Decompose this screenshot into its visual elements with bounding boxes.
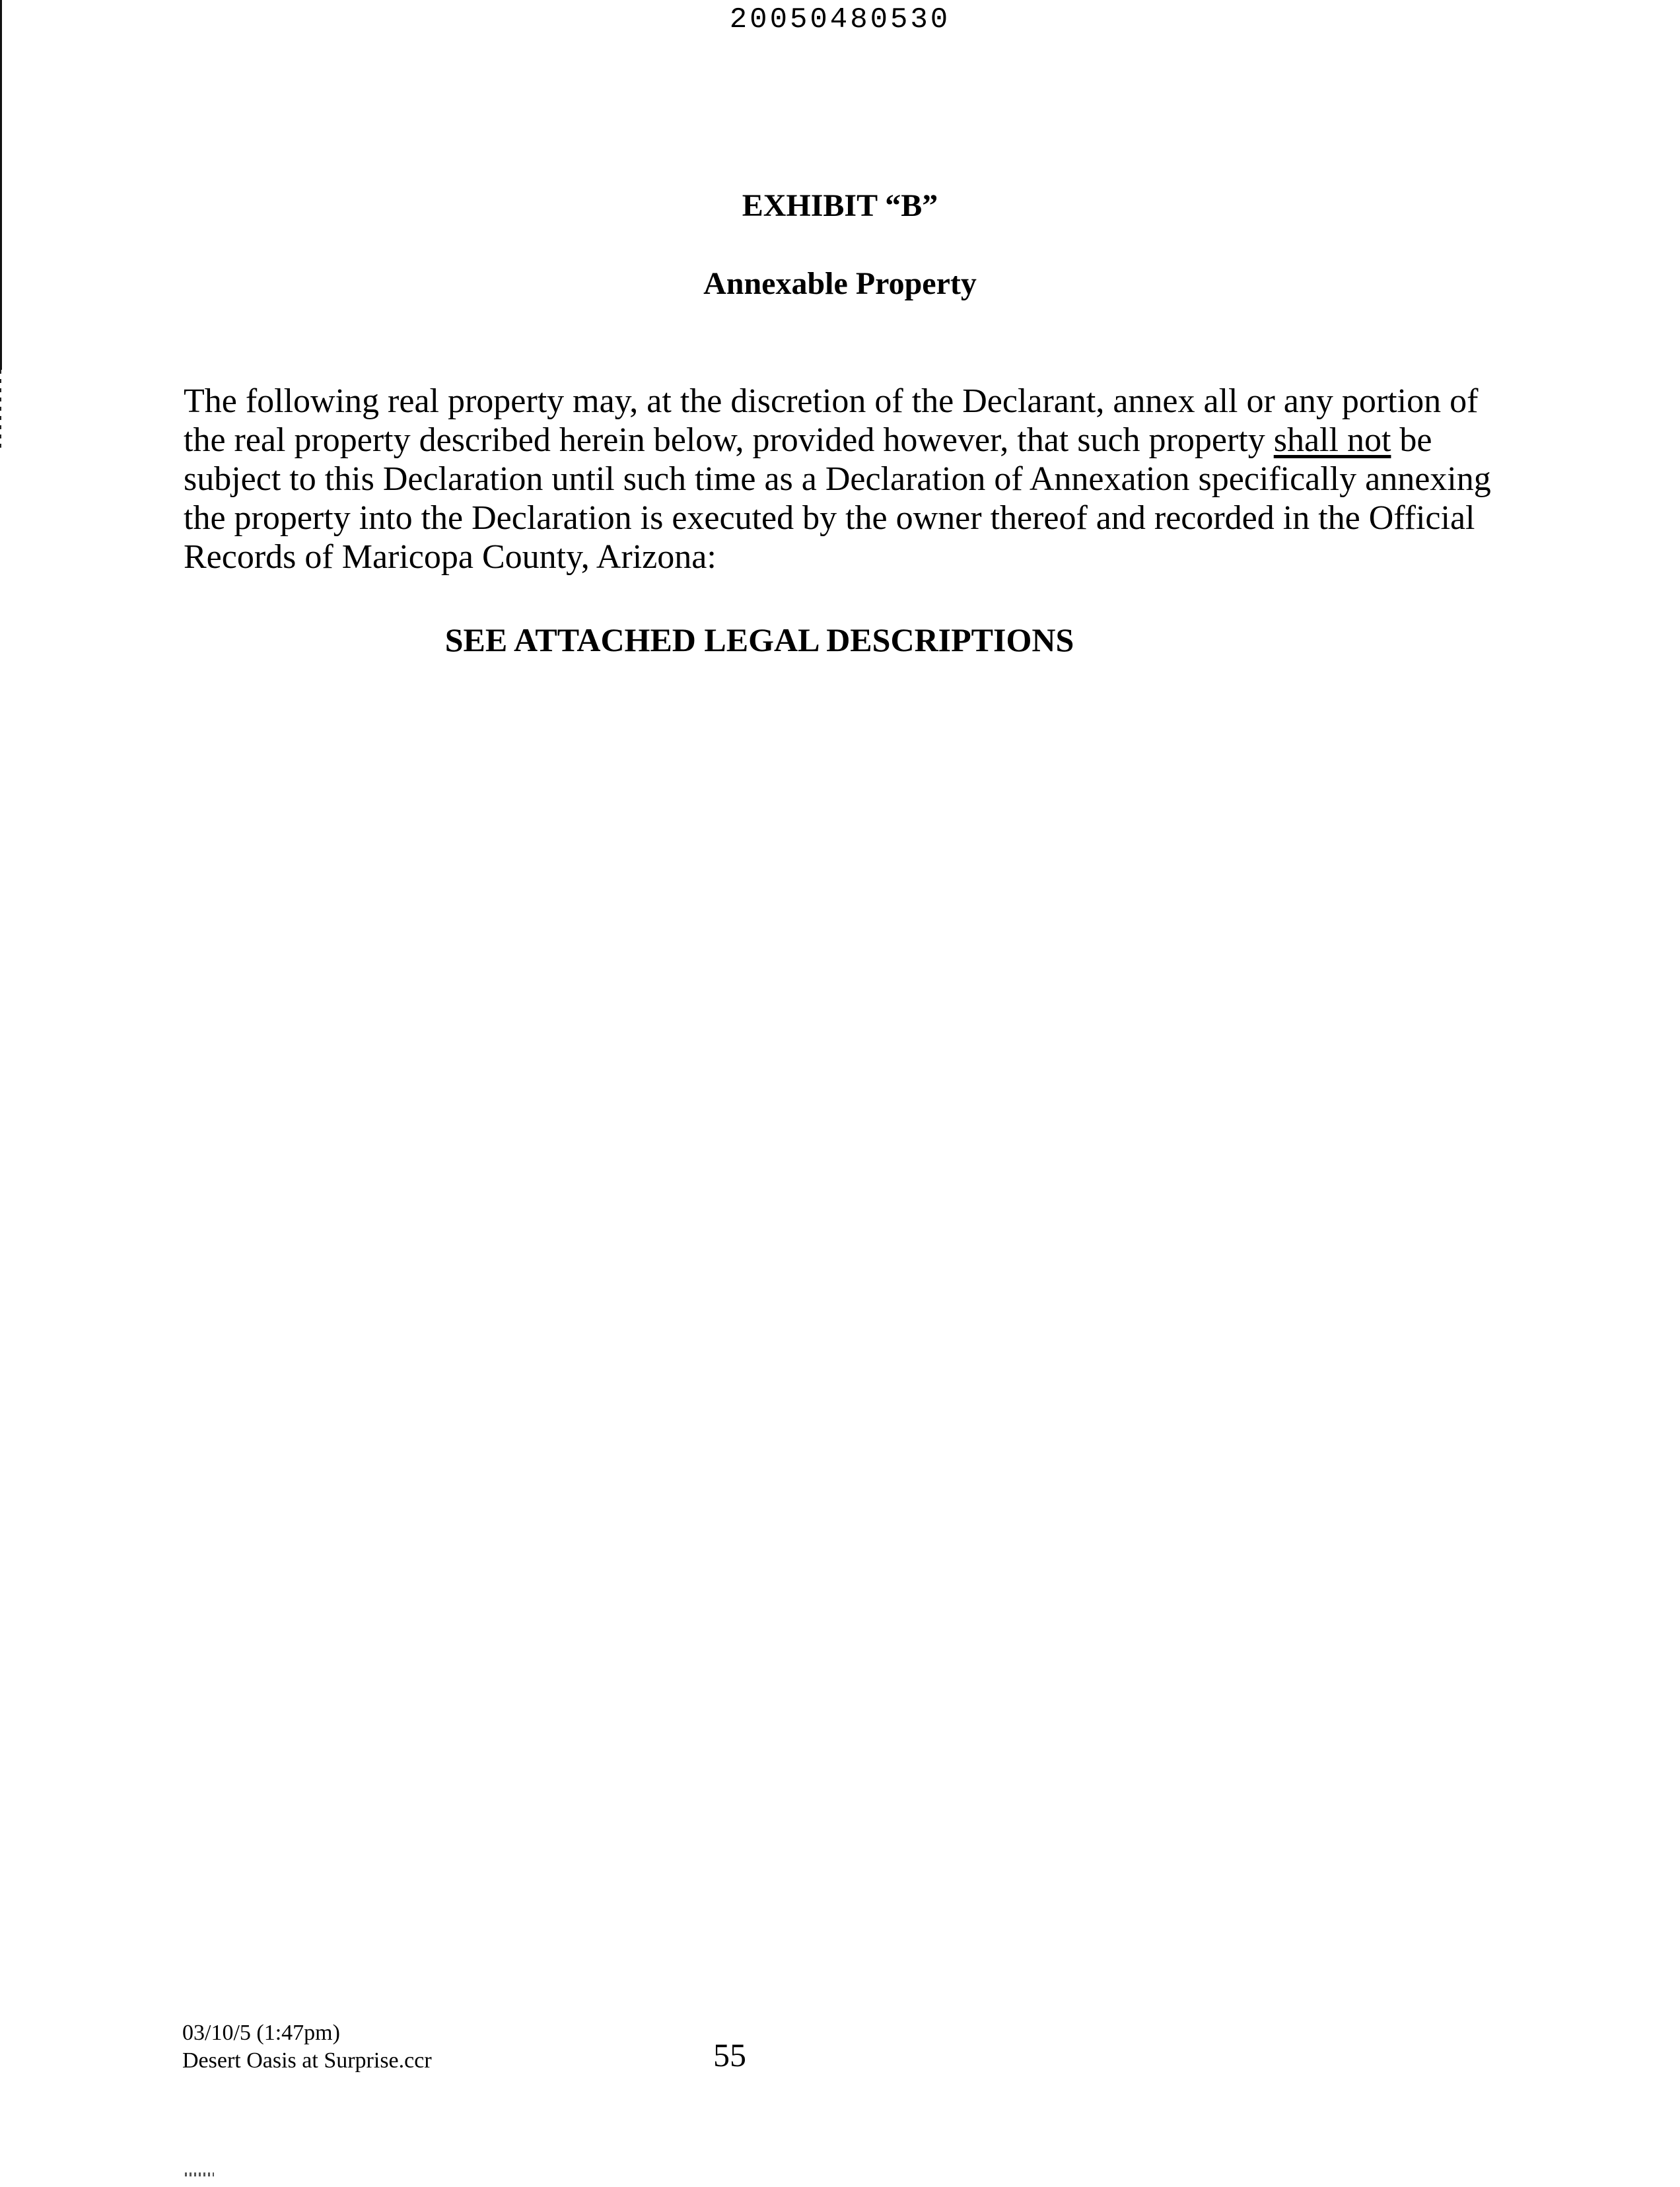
body-paragraph (184, 382, 1504, 576)
scan-edge-line (0, 0, 2, 370)
recording-number: 20050480530 (729, 3, 951, 36)
scan-edge-marks (0, 370, 1, 449)
page-number: 55 (713, 2036, 746, 2073)
footer-filename: Desert Oasis at Surprise.ccr (182, 2048, 432, 2073)
body-line: Records of Maricopa County, Arizona: (184, 538, 717, 576)
exhibit-subtitle: Annexable Property (703, 266, 977, 301)
body-line: subject to this Declaration until such time as a Declaration of Annexation specifically annexing (184, 460, 1491, 498)
exhibit-title: EXHIBIT “B” (742, 188, 938, 223)
body-line (184, 421, 1504, 460)
body-line: The following real property may, at the discretion of the Declarant, annex all or any portion of (184, 382, 1479, 420)
footer-date-time: 03/10/5 (1:47pm) (182, 2021, 340, 2045)
see-attached-heading: SEE ATTACHED LEGAL DESCRIPTIONS (444, 621, 1074, 658)
body-text-segment: be (1391, 421, 1432, 459)
underlined-emphasis: shall not (1273, 421, 1391, 459)
body-line: the property into the Declaration is executed by the owner thereof and recorded in the Official (184, 499, 1475, 537)
scan-speck (185, 2172, 214, 2176)
footer-info (182, 2019, 432, 2075)
body-text-segment: the real property described herein below, provided however, that such property (184, 421, 1274, 459)
